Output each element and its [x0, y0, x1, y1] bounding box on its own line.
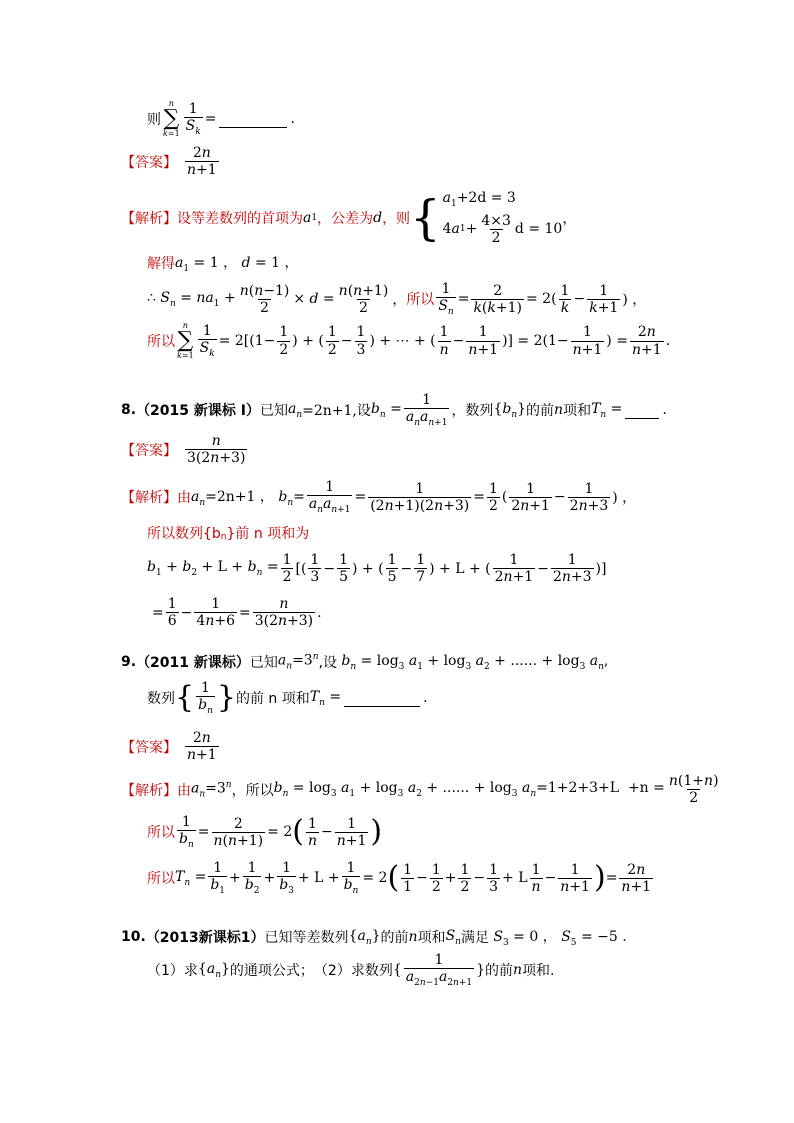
p7-analysis-line3: ∴ $S_n = na_1$ + $\frac{n(n-1)}{2}$ × d = $\frac{n(n+1)}{2}$ ， 所以 $\frac{1}{S_n}$ = $\frac{2}{k(k+1)}$ = 2( $\frac{1}{k}$ − $\frac{1}{k+1}$ ) ， [147, 281, 647, 317]
p10-question-line2: （1）求 $\{a_n\}$ 的通项公式； （2）求数列 { $\frac{1}{a_{2n-1}a_{2n+1}}$ } 的前 n 项和. [147, 952, 555, 988]
answer-tag: 【答案】 [121, 442, 177, 459]
sigma-symbol: n ∑ k=1 [163, 99, 180, 138]
p9-analysis-line2: 所以 $\frac{1}{b_n}$ = $\frac{2}{n(n+1)}$ = 2 ( $\frac{1}{n}$ − $\frac{1}{n+1}$ ) [147, 814, 383, 850]
equation-system: { $a_1+2d = 3$ 4 a 1 + $\frac{4\times 3}{2}$ d = 10 [410, 189, 563, 246]
p7-analysis-line1: 【解析】 设等差数列的首项为 a 1 ，公差为 d ，则 { $a_1+2d = 3$ 4 a 1 + $\frac{4\times 3}{2}$ d = 10 ， [121, 189, 577, 246]
answer-tag: 【答案】 [121, 154, 177, 171]
p8-analysis-line4: = $\frac{1}{6}$ − $\frac{1}{4n+6}$ = $\frac{n}{3(2n+3)}$ . [152, 596, 322, 630]
p9-question-line1: 9. （2011 新课标） 已知 $a_n=3^n$ ,设 $b_n = \log_3 a_1 + \log_3 a_2$ + ...... + $\log_3 a_n$, [121, 652, 609, 672]
p7-prefix: 则 [147, 112, 161, 128]
p9-answer-line [121, 730, 221, 763]
answer-fraction: $\frac{2n}{n+1}$ [187, 730, 217, 764]
answer-blank [344, 690, 420, 707]
p8-question: 8. （2015 新课标 I） 已知 $a_n$ =2n+1,设 $b_n$ = $\frac{1}{a_na_{n+1}}$ ，数列 $\{b_n\}$ 的前 n 项和 $T_n$ = . [121, 392, 667, 428]
p8-analysis-line1: 【解析】 由 $a_n=2n+1$ ， $b_n=$ $\frac{1}{a_na_{n+1}}$ = $\frac{1}{(2n+1)(2n+3)}$ = $\frac{1}{2}$ ( $\frac{1}{2n+1}$ − $\frac{1}{2n+3}$ ) ， [121, 479, 637, 515]
sigma-symbol: n ∑ k=1 [177, 321, 194, 360]
p7-analysis-line2: 解得 $a_1 = 1$ ， d = 1 ， [147, 255, 299, 274]
p7-analysis-line4: 所以 n ∑ k=1 $\frac{1}{S_k}$ = 2[(1− $\frac{1}{2}$ ) + ( $\frac{1}{2}$ − $\frac{1}{3}$ ) + ⋯ + ( $\frac{1}{n}$ − $\frac{1}{n+1}$ )] = 2(1− $\frac{1}{n+1}$ ) = $\frac{2n}{n+1}$ . [147, 321, 671, 360]
p8-analysis-line3: $b_1 + b_2 + L + b_n$ = $\frac{1}{2}$ [( $\frac{1}{3}$ − $\frac{1}{5}$ ) + ( $\frac{1}{5}$ − $\frac{1}{7}$ ) + L + ( $\frac{1}{2n+1}$ − $\frac{1}{2n+3}$ )] [147, 552, 607, 586]
answer-tag: 【答案】 [121, 739, 177, 756]
analysis-tag: 【解析】 [121, 210, 177, 227]
p8-analysis-line2: 所以数列{b n }前 n 项和为 [147, 526, 310, 542]
p7-line-sum-blank: 则 n ∑ k=1 $\frac{1}{S_k}$ = . [147, 99, 295, 138]
p9-question-line2: 数列 { $\frac{1}{b_n}$ } 的前 n 项和 $T_n$ = . [147, 680, 428, 716]
analysis-tag: 【解析】 [121, 490, 177, 507]
p9-analysis-line1: 【解析】 由 $a_n=3^n$ ，所以 $b_n = \log_3 a_1 + \log_3 a_2$ + ...... + $\log_3 a_n=1+2+3+L +n$ = $\frac{n(1+n)}{2}$ [121, 773, 719, 807]
answer-fraction: $\frac{n}{3(2n+3)}$ [187, 433, 246, 467]
answer-blank [625, 402, 659, 419]
fraction: $\frac{1}{S_k}$ [185, 100, 201, 137]
answer-fraction: $\frac{2n}{n+1}$ [187, 145, 217, 179]
p9-analysis-line3: 所以 $T_n$ = $\frac{1}{b_1}$ + $\frac{1}{b_2}$ + $\frac{1}{b_3}$ + L + $\frac{1}{b_n}$ = 2 ( $\frac{1}{1}$ − $\frac{1}{2}$ + $\frac{1}{2}$ − $\frac{1}{3}$ + L $\frac{1}{n}$ − $\frac{1}{n+1}$ ) = $\frac{2n}{n+1}$ [147, 860, 652, 896]
p10-question-line1: 10. （2013新课标1） 已知等差数列 $\{a_n\}$ 的前 n 项和 $S_n$ 满足 $S_3 = 0$ ， $S_5 = -5$ . [121, 927, 627, 948]
p8-answer-line [121, 433, 249, 466]
answer-blank [219, 111, 287, 128]
analysis-tag: 【解析】 [121, 782, 177, 799]
p7-answer-line [121, 145, 221, 178]
